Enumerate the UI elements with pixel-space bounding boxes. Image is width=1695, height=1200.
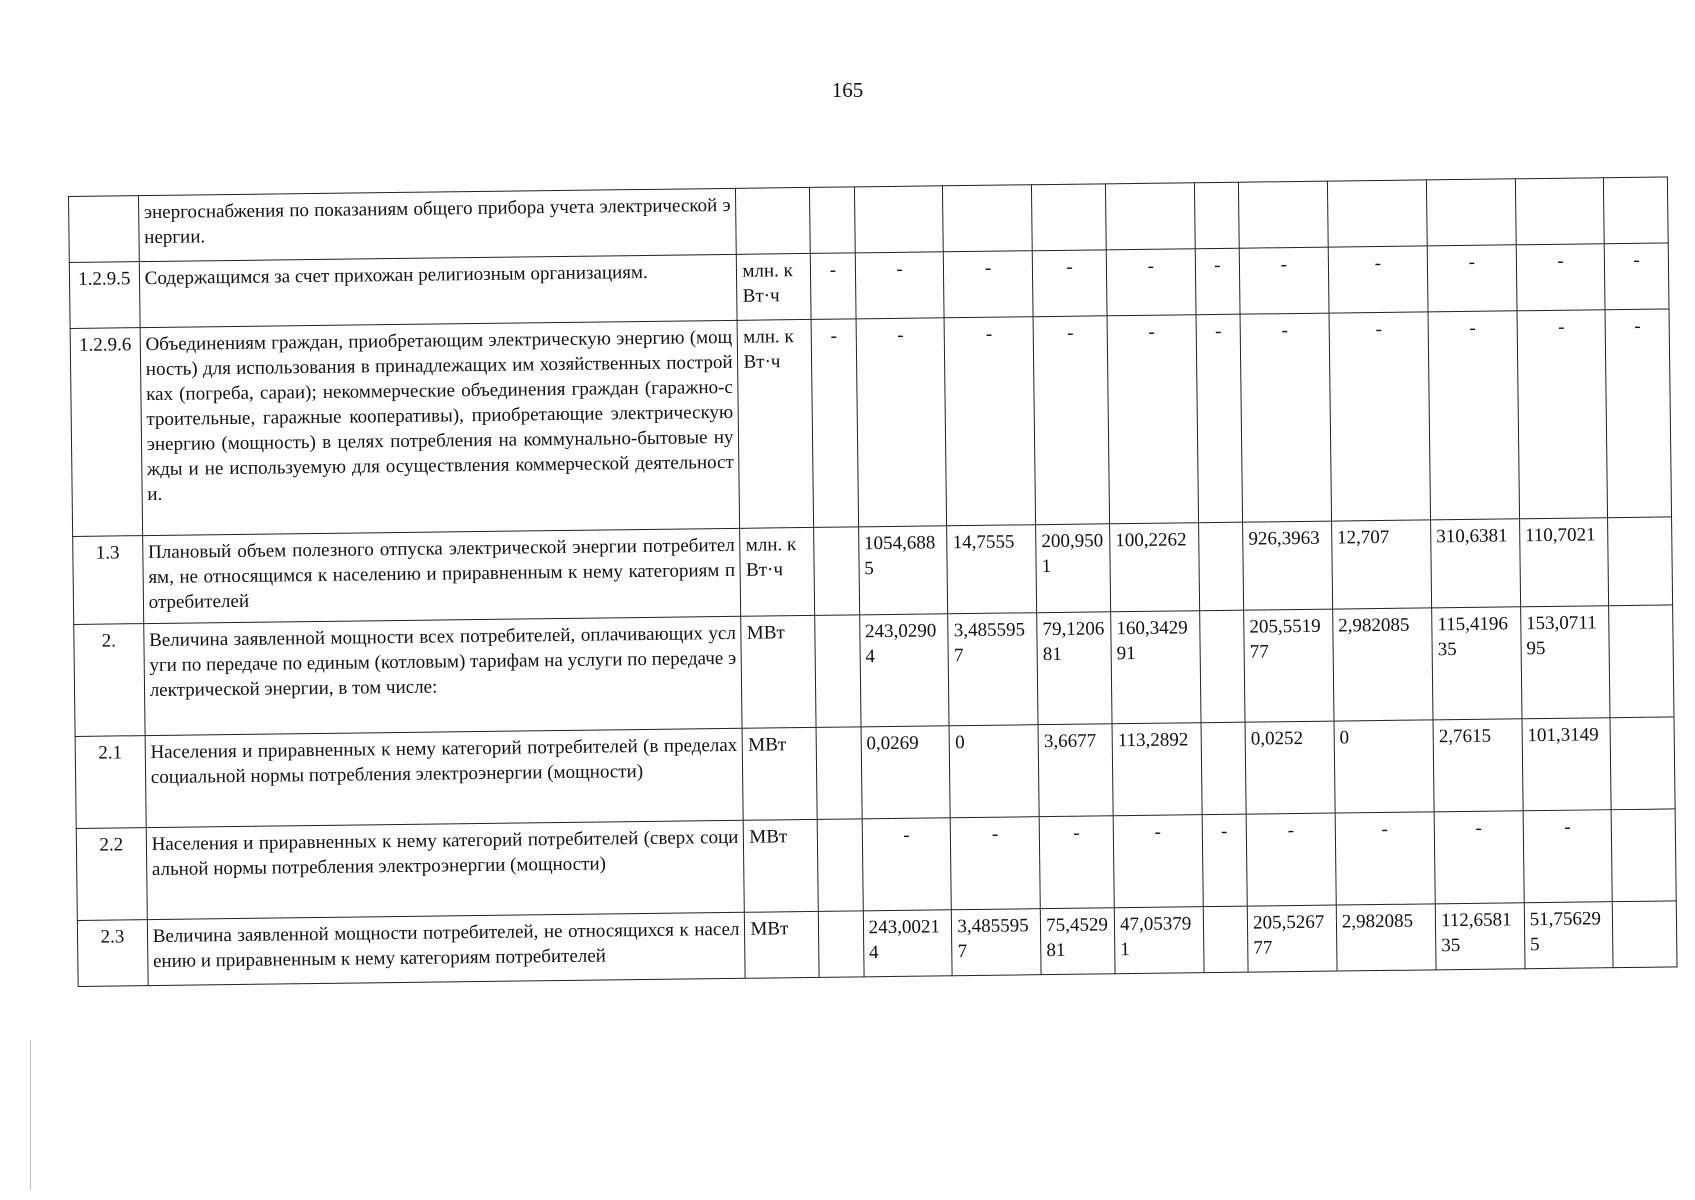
value-cell: 112,658135 (1435, 903, 1525, 970)
value-cell: 160,342991 (1111, 611, 1201, 724)
value-cell (819, 911, 864, 978)
row-code (69, 196, 140, 263)
value-cell: - (862, 818, 952, 911)
value-cell: - (1428, 311, 1519, 520)
value-cell (1203, 906, 1248, 973)
value-cell: 205,551977 (1244, 609, 1334, 722)
value-cell (1032, 184, 1107, 251)
value-cell: 2,982085 (1332, 608, 1433, 721)
value-cell (1201, 722, 1246, 815)
value-cell: 3,6677 (1038, 724, 1113, 817)
row-description: Объединениям граждан, приобретающим электрическую энергию (мощность) для использования в принадлежащих им хозяйственных постройках (погреба, сараи); некоммерческие объединения граждан (гаражно-строительные, гаражные кооперативы), приобретающие электрическую энергию (мощность) в целях потребления на коммунально-бытовые нужды и не используемую для осуществления коммерческой деятельности. (140, 320, 740, 535)
value-cell: 101,3149 (1522, 718, 1612, 811)
value-cell: - (855, 252, 945, 319)
value-cell: 2,982085 (1336, 904, 1436, 971)
value-cell (1515, 178, 1605, 245)
value-cell: - (1246, 813, 1336, 906)
value-cell: 310,6381 (1431, 519, 1521, 608)
value-cell: - (1107, 315, 1198, 524)
value-cell: 200,9501 (1036, 524, 1111, 613)
value-cell (1613, 901, 1677, 968)
value-cell (1327, 180, 1427, 247)
value-cell (1194, 182, 1239, 249)
row-unit: млн. кВт·ч (738, 319, 814, 528)
row-description: Населения и приравненных к нему категорий потребителей (сверх социальной нормы потребления электроэнергии (мощности) (146, 820, 745, 919)
value-cell: - (1427, 245, 1517, 312)
value-cell: 243,00214 (863, 910, 953, 977)
row-unit: МВт (745, 911, 820, 978)
value-cell (814, 527, 859, 616)
row-description: Величина заявленной мощности всех потребителей, оплачивающих услуги по передаче по единым (котловым) тарифам на услуги по передаче электрической энергии, в том числе: (143, 616, 742, 735)
value-cell: 0,0252 (1245, 721, 1335, 814)
value-cell: - (1202, 814, 1247, 907)
value-cell: 115,419635 (1432, 607, 1522, 720)
value-cell: - (951, 817, 1041, 910)
table-row (70, 309, 1671, 537)
value-cell (818, 819, 863, 912)
value-cell: 51,756295 (1524, 902, 1614, 969)
row-description: Содержащимся за счет прихожан религиозным организациям. (139, 254, 738, 327)
value-cell: - (1039, 816, 1114, 909)
value-cell: - (1328, 246, 1428, 313)
value-cell (815, 615, 861, 728)
value-cell (943, 185, 1033, 252)
scan-edge (30, 1040, 31, 1190)
value-cell: 3,4855957 (952, 909, 1042, 976)
value-cell: - (1329, 312, 1431, 521)
value-cell: 3,4855957 (948, 613, 1038, 726)
value-cell: 926,3963 (1243, 521, 1333, 610)
page-number: 165 (831, 78, 864, 102)
row-code: 2.1 (75, 736, 146, 829)
value-cell: - (1605, 243, 1669, 310)
value-cell: 0,0269 (861, 726, 951, 819)
value-cell (1610, 717, 1675, 810)
value-cell (1608, 517, 1673, 606)
value-cell: 0 (1334, 720, 1434, 813)
value-cell: - (856, 318, 947, 527)
value-cell: - (1196, 314, 1243, 523)
value-cell: - (1516, 244, 1606, 311)
value-cell: - (1240, 313, 1331, 522)
value-cell (1612, 809, 1677, 902)
row-code: 2.2 (76, 828, 147, 921)
row-unit: МВт (743, 727, 818, 820)
value-cell (854, 186, 944, 253)
value-cell: - (1106, 249, 1196, 316)
row-code: 2.3 (77, 920, 148, 987)
value-cell (1199, 610, 1245, 723)
row-code: 1.2.9.5 (69, 262, 140, 329)
value-cell: - (1032, 250, 1107, 317)
value-cell (810, 187, 855, 254)
value-cell: 75,452981 (1040, 908, 1115, 975)
value-cell (1609, 605, 1674, 718)
row-code: 2. (74, 624, 145, 737)
value-cell (1105, 183, 1195, 250)
value-cell: 153,071195 (1520, 606, 1610, 719)
value-cell: - (944, 317, 1035, 526)
value-cell (1198, 522, 1243, 611)
row-description: Населения и приравненных к нему категорий потребителей (в пределах социальной нормы потребления электроэнергии (мощности) (145, 728, 744, 827)
value-cell: - (1523, 810, 1613, 903)
value-cell (1426, 179, 1516, 246)
row-unit (736, 187, 811, 254)
value-cell: - (1335, 812, 1435, 905)
row-unit: млн. кВт·ч (737, 253, 812, 320)
value-cell: 47,053791 (1114, 907, 1204, 974)
value-cell: - (1195, 248, 1240, 315)
value-cell: - (1113, 815, 1203, 908)
value-cell: 243,02904 (859, 614, 949, 727)
value-cell: 0 (949, 725, 1039, 818)
row-unit: млн. кВт·ч (740, 527, 815, 616)
value-cell: - (1605, 309, 1671, 518)
value-cell: - (1033, 316, 1109, 525)
value-cell (1239, 181, 1329, 248)
value-cell (1604, 177, 1668, 244)
row-description: Величина заявленной мощности потребителей, не относящихся к населению и приравненным к нему категориям потребителей (147, 912, 746, 985)
value-cell: 205,526777 (1247, 905, 1337, 972)
value-cell: 100,2262 (1110, 523, 1200, 612)
tariff-table (68, 176, 1678, 986)
value-cell: - (811, 253, 856, 320)
value-cell: - (944, 251, 1034, 318)
value-cell: 113,2892 (1112, 723, 1202, 816)
row-unit: МВт (744, 819, 819, 912)
value-cell: 79,120681 (1037, 612, 1112, 725)
value-cell: - (1239, 247, 1329, 314)
value-cell: 110,7021 (1519, 518, 1609, 607)
value-cell: 14,7555 (947, 525, 1037, 614)
table-row (74, 605, 1674, 737)
value-cell: 2,7615 (1433, 719, 1523, 812)
value-cell: 12,707 (1331, 520, 1431, 609)
value-cell: 1054,6885 (858, 526, 948, 615)
value-cell: - (811, 319, 858, 528)
row-code: 1.3 (73, 536, 144, 625)
value-cell: - (1434, 811, 1524, 904)
value-cell: - (1517, 310, 1608, 519)
row-unit: МВт (741, 615, 816, 728)
row-description: Плановый объем полезного отпуска электрической энергии потребителям, не относящимся к населению и приравненным к нему категориям потребителей (142, 528, 741, 623)
row-description: энергоснабжения по показаниям общего прибора учета электрической энергии. (138, 188, 737, 261)
row-code: 1.2.9.6 (70, 328, 142, 537)
value-cell (816, 727, 861, 820)
